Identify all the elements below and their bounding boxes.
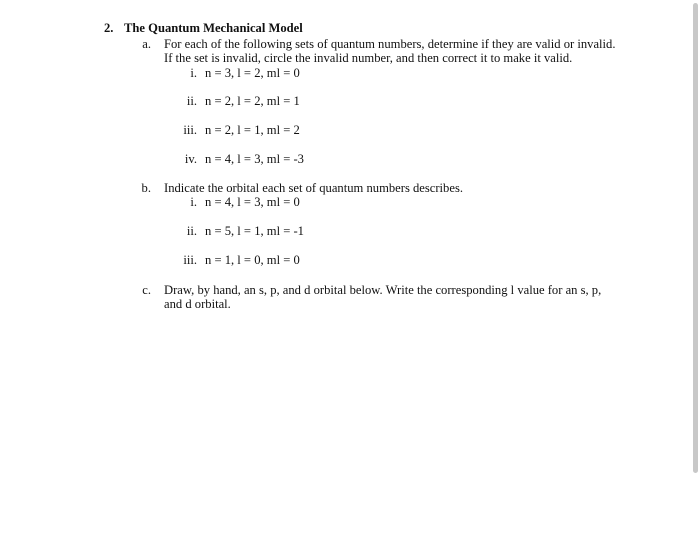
part-b-letter: b. <box>141 181 151 195</box>
question-number: 2. <box>104 21 114 35</box>
part-a-letter: a. <box>142 37 151 51</box>
part-a-item-4-numeral: iv. <box>184 152 197 166</box>
scrollbar-thumb[interactable] <box>693 3 698 473</box>
part-c-letter: c. <box>142 283 151 297</box>
part-b-item-2-text: n = 5, l = 1, ml = -1 <box>205 224 304 238</box>
part-a-item-3-numeral: iii. <box>183 123 197 137</box>
part-a-text-line-1: For each of the following sets of quantum numbers, determine if they are valid or invalid. <box>164 37 616 51</box>
part-a-item-2-numeral: ii. <box>186 94 197 108</box>
part-b-item-1-numeral: i. <box>190 195 197 209</box>
vertical-scrollbar[interactable] <box>690 0 700 535</box>
part-a-item-3-text: n = 2, l = 1, ml = 2 <box>205 123 300 137</box>
part-a-item-4-text: n = 4, l = 3, ml = -3 <box>205 152 304 166</box>
part-a-text-line-2: If the set is invalid, circle the invalid number, and then correct it to make it valid. <box>164 51 573 65</box>
part-b-item-3-text: n = 1, l = 0, ml = 0 <box>205 253 300 267</box>
part-b-item-1-text: n = 4, l = 3, ml = 0 <box>205 195 300 209</box>
part-c-text-line-2: and d orbital. <box>164 297 231 311</box>
question-title: The Quantum Mechanical Model <box>124 21 303 35</box>
part-a-item-1-numeral: i. <box>190 66 197 80</box>
part-b-text-line-1: Indicate the orbital each set of quantum numbers describes. <box>164 181 463 195</box>
part-c-text-line-1: Draw, by hand, an s, p, and d orbital below. Write the corresponding l value for an s, p, <box>164 283 602 297</box>
part-b-item-3-numeral: iii. <box>183 253 197 267</box>
part-b-item-2-numeral: ii. <box>186 224 197 238</box>
part-a-item-1-text: n = 3, l = 2, ml = 0 <box>205 66 300 80</box>
part-a-item-2-text: n = 2, l = 2, ml = 1 <box>205 94 300 108</box>
